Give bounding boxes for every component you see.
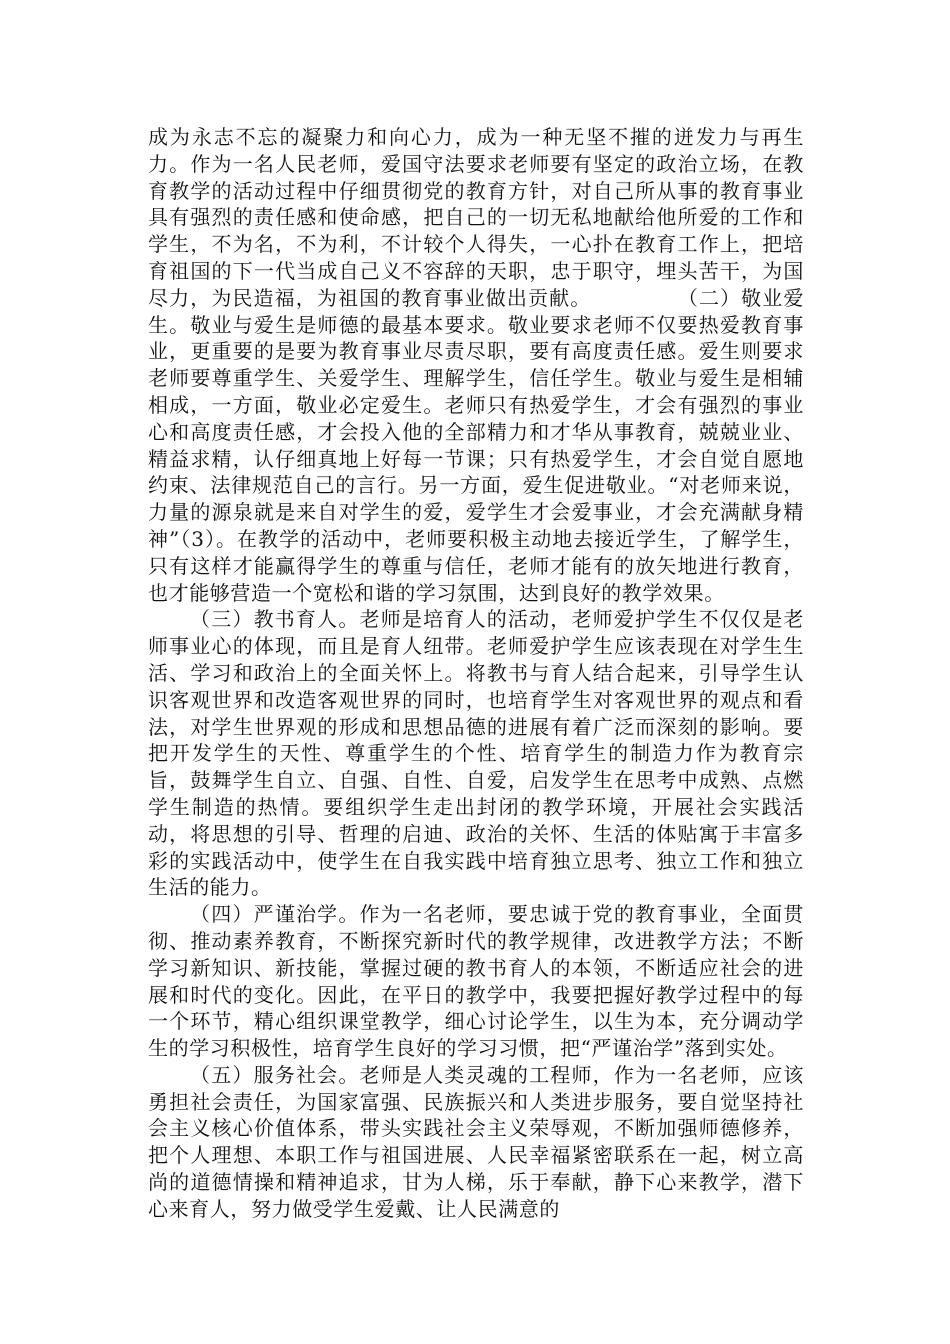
paragraph-serving-society: （五）服务社会。老师是人类灵魂的工程师，作为一名老师，应该勇担社会责任，为国家富强、民族振兴和人类进步服务，要自觉坚持社会主义核心价值体系，带头实践社会主义荣辱观，不断加强师德修养，把个人理想、本职工作与祖国进展、人民幸福紧密联系在一起，树立高尚的道德情操和精神追求，甘为人梯，乐于奉献，静下心来教学，潜下心来育人，努力做受学生爱戴、让人民满意的 — [148, 1062, 804, 1221]
paragraph-text-devotion-to-students: （二）敬业爱生。敬业与爱生是师德的最基本要求。敬业要求老师不仅要热爱教育事业，更重要的是要为教育事业尽责尽职，要有高度责任感。爱生则要求老师要尊重学生、关爱学生、理解学生，信任学生。敬业与爱生是相辅相成，一方面，敬业必定爱生。老师只有热爱学生，才会有强烈的事业心和高度责任感，才会投入他的全部精力和才华从事教育，兢兢业业、精益求精，认仔细真地上好每一节课；只有热爱学生，才会自觉自愿地约束、法律规范自己的言行。另一方面，爱生促进敬业。“对老师来说，力量的源泉就是来自对学生的爱，爱学生才会爱事业，才会充满献身精神”（3）。在教学的活动中，老师要积极主动地去接近学生，了解学生，只有这样才能赢得学生的尊重与信任，老师才能有的放矢地进行教育，也才能够营造一个宽松和谐的学习氛围，达到良好的教学效果。 — [148, 285, 804, 605]
document-body — [148, 124, 804, 1223]
paragraph-patriotism-and-devotion — [148, 124, 804, 606]
paragraph-teaching-and-educating: （三）教书育人。老师是培育人的活动，老师爱护学生不仅仅是老师事业心的体现，而且是育人纽带。老师爱护学生应该表现在对学生生活、学习和政治上的全面关怀上。将教书与育人结合起来，引导学生认识客观世界和改造客观世界的同时，也培育学生对客观世界的观点和看法，对学生世界观的形成和思想品德的进展有着广泛而深刻的影响。要把开发学生的天性、尊重学生的个性、培育学生的制造力作为教育宗旨，鼓舞学生自立、自强、自性、自爱，启发学生在思考中成熟、点燃学生制造的热情。要组织学生走出封闭的教学环境，开展社会实践活动，将思想的引导、哲理的启迪、政治的关怀、生活的体贴寓于丰富多彩的实践活动中，使学生在自我实践中培育独立思考、独立工作和独立生活的能力。 — [148, 607, 804, 900]
paragraph-rigorous-scholarship: （四）严谨治学。作为一名老师，要忠诚于党的教育事业，全面贯彻、推动素养教育，不断探究新时代的教学规律，改进教学方法；不断学习新知识、新技能，掌握过硬的教书育人的本领，不断适应社会的进展和时代的变化。因此，在平日的教学中，我要把握好教学过程中的每一个环节，精心组织课堂教学，细心讨论学生，以生为本，充分调动学生的学习积极性，培育学生良好的学习习惯，把“严谨治学”落到实处。 — [148, 902, 804, 1061]
paragraph-text-patriotism: 成为永志不忘的凝聚力和向心力，成为一种无坚不摧的迸发力与再生力。作为一名人民老师，爱国守法要求老师要有坚定的政治立场，在教育教学的活动过程中仔细贯彻党的教育方针，对自己所从事的教育事业具有强烈的责任感和使命感，把自己的一切无私地献给他所爱的工作和学生，不为名，不为利，不计较个人得失，一心扑在教育工作上，把培育祖国的下一代当成自己义不容辞的天职，忠于职守，埋头苦干，为国尽力，为民造福，为祖国的教育事业做出贡献。 — [148, 125, 804, 310]
